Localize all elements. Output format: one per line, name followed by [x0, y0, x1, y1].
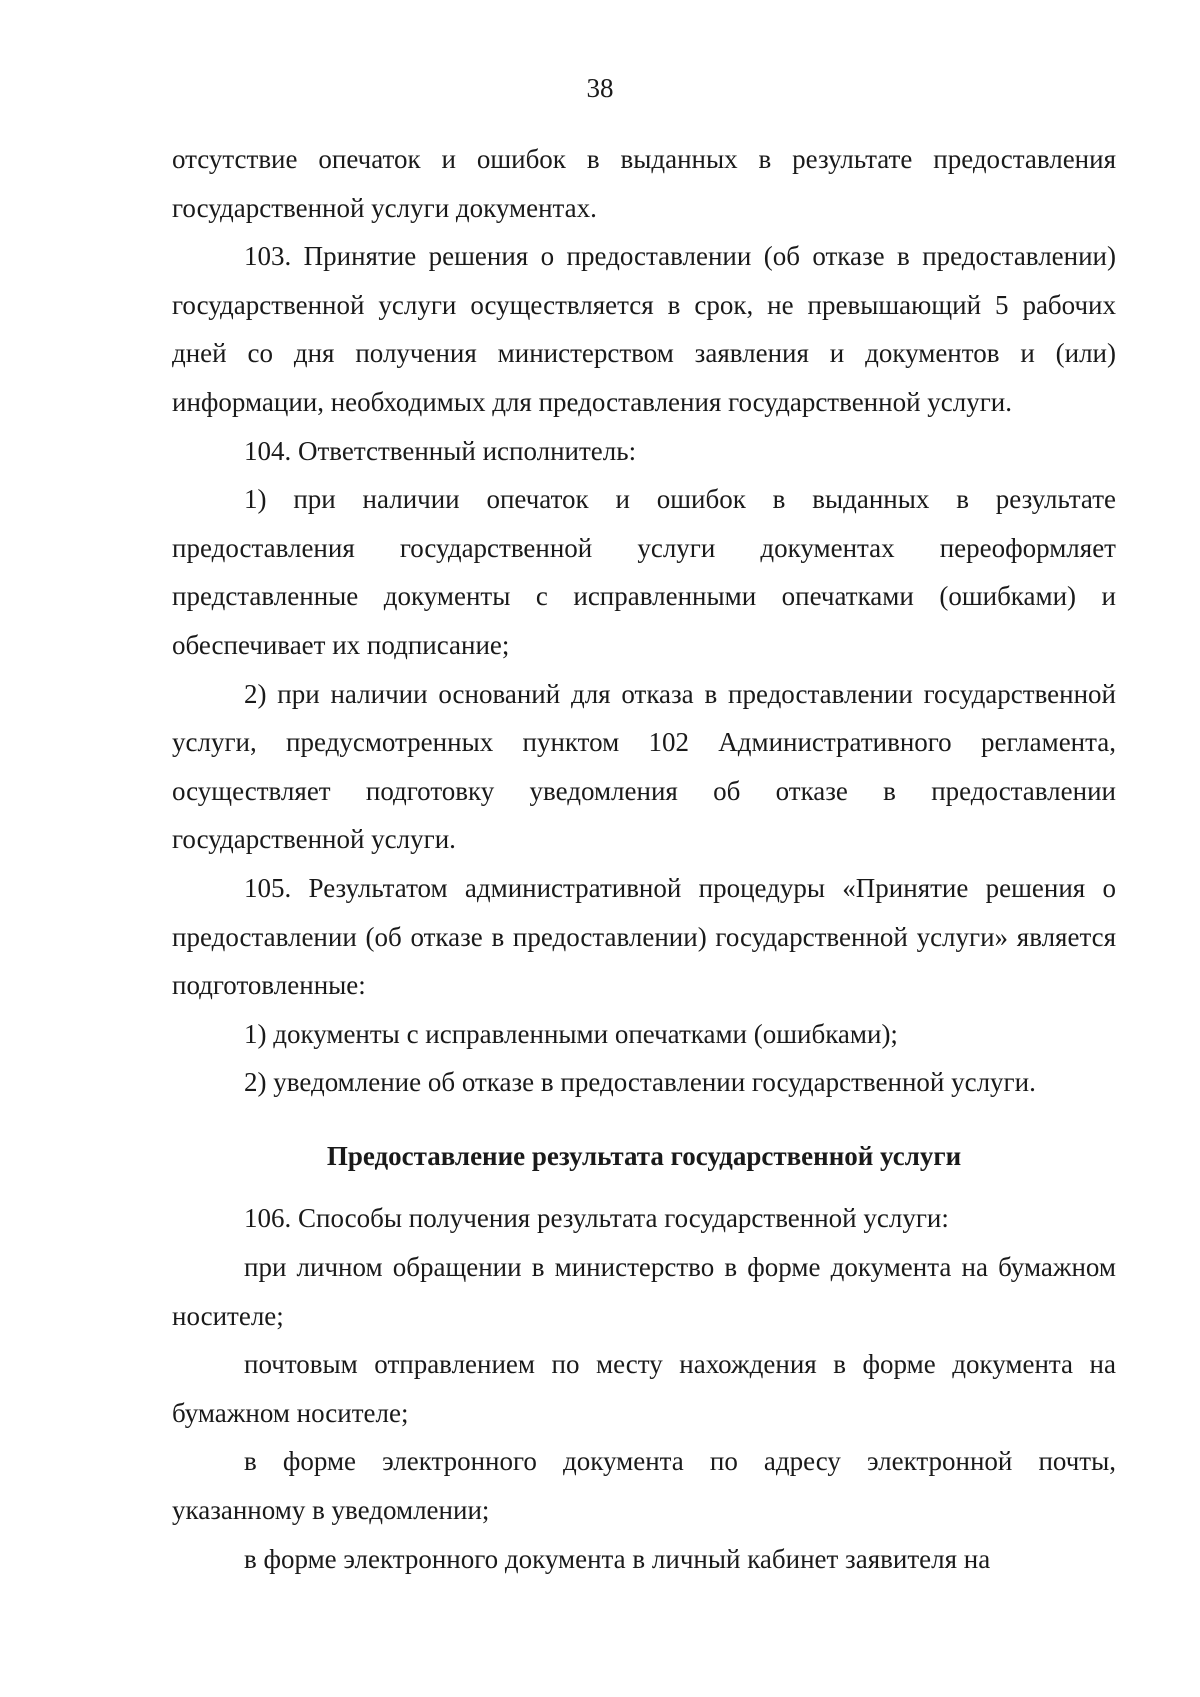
paragraph-106-method-3: в форме электронного документа по адресу электронной почты, указанному в уведомлении;	[172, 1446, 1116, 1526]
paragraph-105-item-1: 1) документы с исправленными опечатками (ошибками);	[244, 1018, 898, 1049]
paragraph-105: 105. Результатом административной процедуры «Принятие решения о предоставлении (об отказе в предоставлении) государственной услуги» является подготовленные:	[172, 872, 1116, 1001]
section-heading: Предоставление результата государственной услуги	[326, 1140, 962, 1171]
paragraph-104: 104. Ответственный исполнитель:	[244, 435, 637, 466]
paragraph-103: 103. Принятие решения о предоставлении (об отказе в предоставлении) государственной услуги осуществляется в срок, не превышающий 5 рабочих дней со дня получения министерством заявления и документов и (или) информации, необходимых для предоставления государственной услуги.	[172, 241, 1116, 417]
paragraph-continuation: отсутствие опечаток и ошибок в выданных в результате предоставления государственной услуги документах.	[172, 144, 1116, 223]
paragraph-104-item-1: 1) при наличии опечаток и ошибок в выданных в результате предоставления государственной услуги документах переоформляет представленные документы с исправленными опечатками (ошибками) и обеспечивает их подписание;	[172, 484, 1116, 660]
page-number: 38	[586, 73, 614, 103]
paragraph-106-method-1: при личном обращении в министерство в форме документа на бумажном носителе;	[172, 1252, 1116, 1331]
paragraph-105-item-2: 2) уведомление об отказе в предоставлении государственной услуги.	[244, 1067, 1036, 1098]
document-body	[172, 135, 1116, 1583]
paragraph-104-item-2: 2) при наличии оснований для отказа в предоставлении государственной услуги, предусмотренных пунктом 102 Административного регламента, осуществляет подготовку уведомления об отказе в предоставлении государственной услуги.	[172, 678, 1116, 855]
paragraph-106-method-2: почтовым отправлением по месту нахождения в форме документа на бумажном носителе;	[172, 1349, 1116, 1428]
paragraph-106: 106. Способы получения результата государственной услуги:	[244, 1203, 949, 1234]
paragraph-106-method-4: в форме электронного документа в личный кабинет заявителя на	[244, 1543, 991, 1574]
